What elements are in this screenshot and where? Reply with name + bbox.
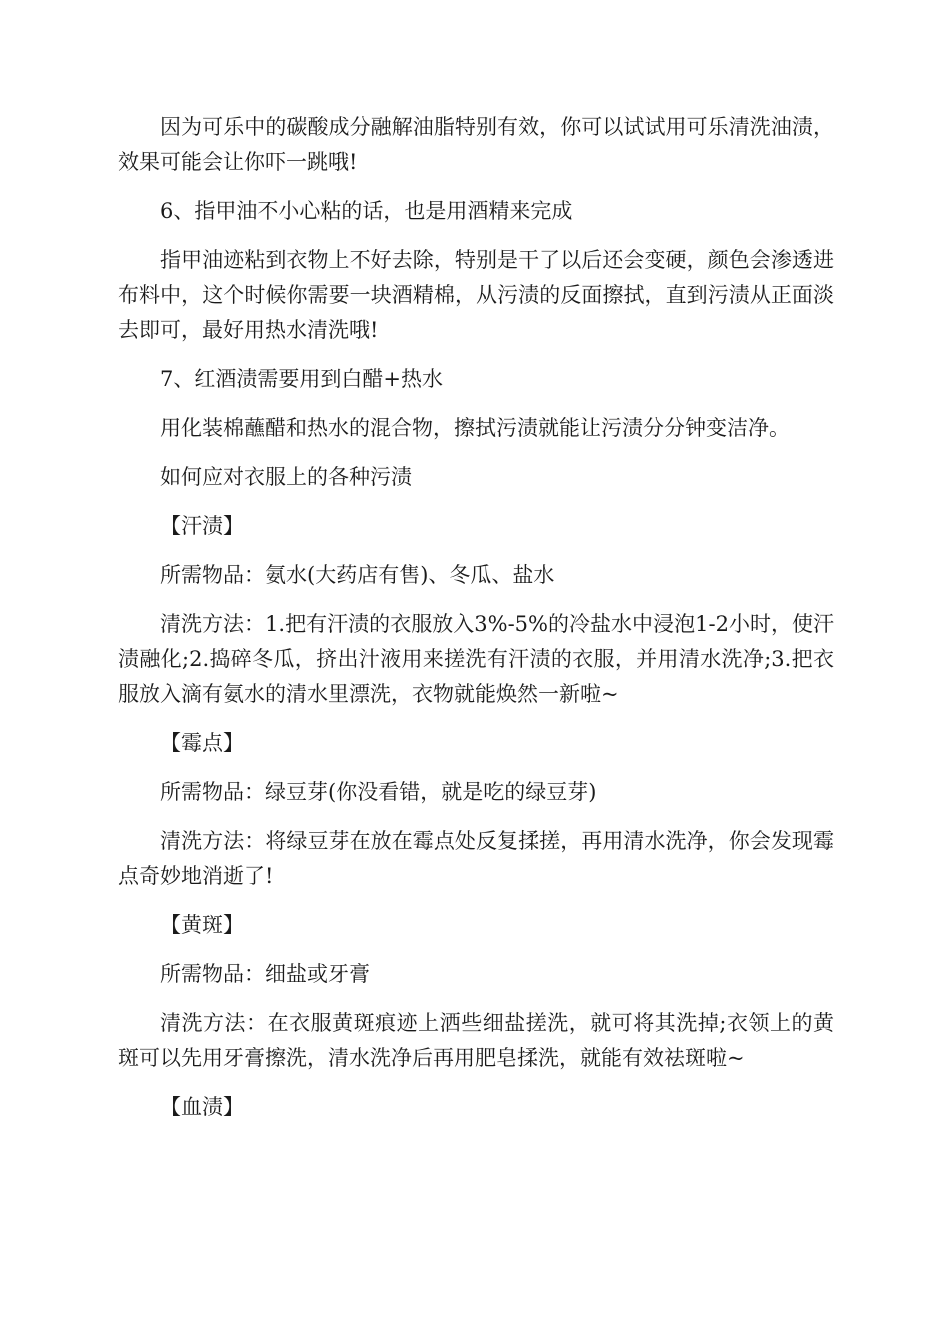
heading-mildew: 【霉点】: [160, 731, 244, 755]
paragraph-mildew-method: 清洗方法：将绿豆芽在放在霉点处反复揉搓，再用清水洗净，你会发现霉点奇妙地消逝了!: [118, 829, 834, 888]
paragraph-red-wine: 用化装棉蘸醋和热水的混合物，擦拭污渍就能让污渍分分钟变洁净。: [160, 416, 790, 440]
paragraph-cola-tip: 因为可乐中的碳酸成分融解油脂特别有效，你可以试试用可乐清洗油渍，效果可能会让你吓一跳哦!: [118, 115, 834, 174]
paragraph-mildew-items: 所需物品：绿豆芽(你没看错，就是吃的绿豆芽): [160, 780, 597, 804]
paragraph-sweat-items: 所需物品：氨水(大药店有售)、冬瓜、盐水: [160, 563, 555, 587]
paragraph-yellow-method: 清洗方法：在衣服黄斑痕迹上洒些细盐搓洗，就可将其洗掉;衣领上的黄斑可以先用牙膏擦洗，清水洗净后再用肥皂揉洗，就能有效祛斑啦~: [118, 1011, 834, 1070]
paragraph-sweat-method: 清洗方法：1.把有汗渍的衣服放入3%-5%的冷盐水中浸泡1-2小时，使汗渍融化;2.捣碎冬瓜，挤出汁液用来搓洗有汗渍的衣服，并用清水洗净;3.把衣服放入滴有氨水的清水里漂洗，衣物就能焕然一新啦~: [118, 612, 834, 706]
heading-sweat-stain: 【汗渍】: [160, 514, 244, 538]
document-body: [118, 110, 834, 1139]
heading-red-wine: 7、红酒渍需要用到白醋+热水: [160, 367, 443, 391]
heading-yellow-stain: 【黄斑】: [160, 913, 244, 937]
heading-blood-stain: 【血渍】: [160, 1095, 244, 1119]
section-title-stains: 如何应对衣服上的各种污渍: [160, 465, 412, 489]
paragraph-yellow-items: 所需物品：细盐或牙膏: [160, 962, 370, 986]
heading-nail-polish: 6、指甲油不小心粘的话，也是用酒精来完成: [160, 199, 573, 223]
paragraph-nail-polish: 指甲油迹粘到衣物上不好去除，特别是干了以后还会变硬，颜色会渗透进布料中，这个时候你需要一块酒精棉，从污渍的反面擦拭，直到污渍从正面淡去即可，最好用热水清洗哦!: [118, 248, 834, 342]
